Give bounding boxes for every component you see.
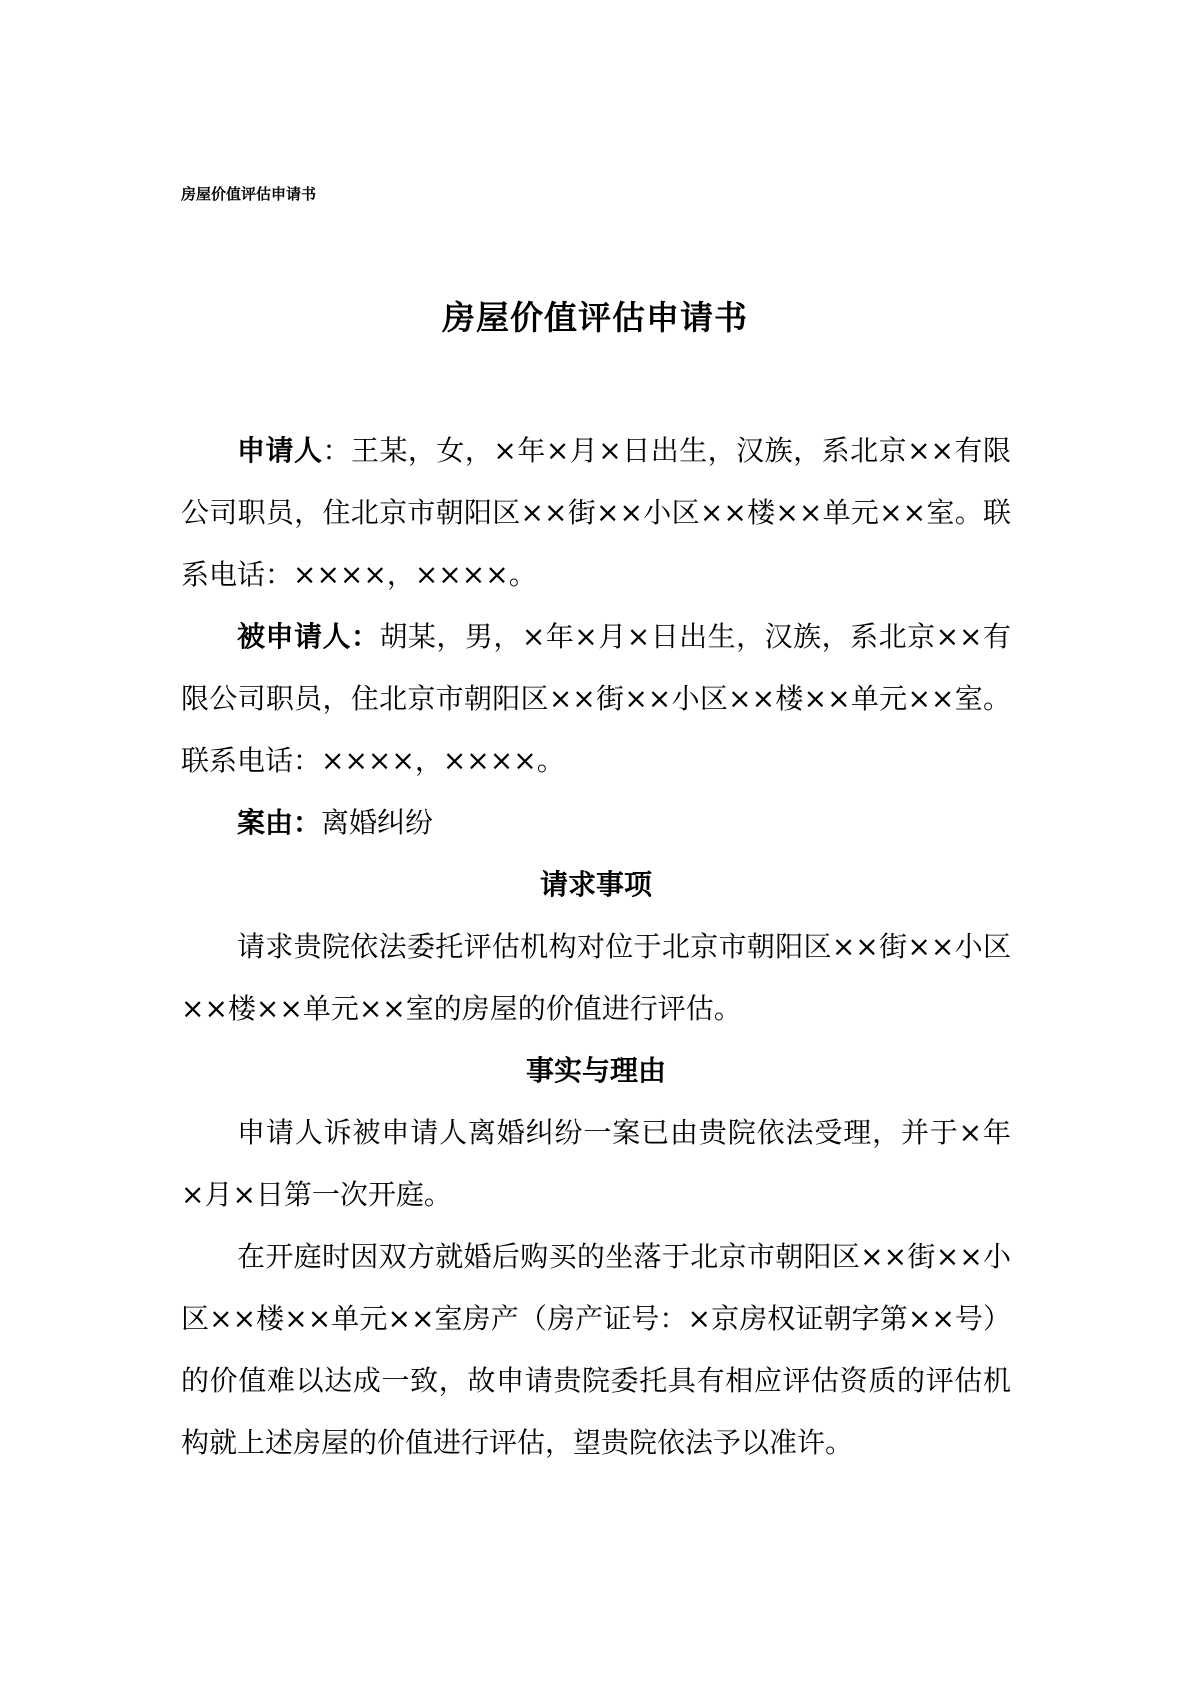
facts-heading: 事实与理由 bbox=[525, 1054, 666, 1087]
document-title: 房屋价值评估申请书 bbox=[442, 298, 748, 337]
case-text: 离婚纠纷 bbox=[321, 806, 434, 839]
case-label: 案由： bbox=[237, 806, 322, 839]
facts-paragraph-1: 申请人诉被申请人离婚纠纷一案已由贵院依法受理，并于×年×月×日第一次开庭。 bbox=[181, 1116, 1011, 1211]
case-paragraph bbox=[181, 792, 1011, 854]
respondent-text: 胡某，男，×年×月×日出生，汉族，系北京××有限公司职员，住北京市朝阳区××街××小区××楼××单元××室。联系电话：××××，××××。 bbox=[181, 620, 1011, 777]
applicant-text: ：王某，女，×年×月×日出生，汉族，系北京××有限公司职员，住北京市朝阳区××街××小区××楼××单元××室。联系电话：××××，××××。 bbox=[181, 434, 1011, 591]
respondent-paragraph bbox=[181, 606, 1011, 792]
facts-paragraph-2: 在开庭时因双方就婚后购买的坐落于北京市朝阳区××街××小区××楼××单元××室房产（房产证号：×京房权证朝字第××号）的价值难以达成一致，故申请贵院委托具有相应评估资质的评估机构就上述房屋的价值进行评估，望贵院依法予以准许。 bbox=[181, 1240, 1011, 1459]
running-header: 房屋价值评估申请书 bbox=[181, 185, 317, 203]
requests-heading: 请求事项 bbox=[539, 868, 652, 901]
document-body bbox=[181, 420, 1011, 1474]
applicant-paragraph bbox=[181, 420, 1011, 606]
applicant-label: 申请人 bbox=[237, 434, 323, 467]
respondent-label: 被申请人： bbox=[237, 620, 380, 653]
requests-paragraph: 请求贵院依法委托评估机构对位于北京市朝阳区××街××小区××楼××单元××室的房屋的价值进行评估。 bbox=[181, 930, 1011, 1025]
